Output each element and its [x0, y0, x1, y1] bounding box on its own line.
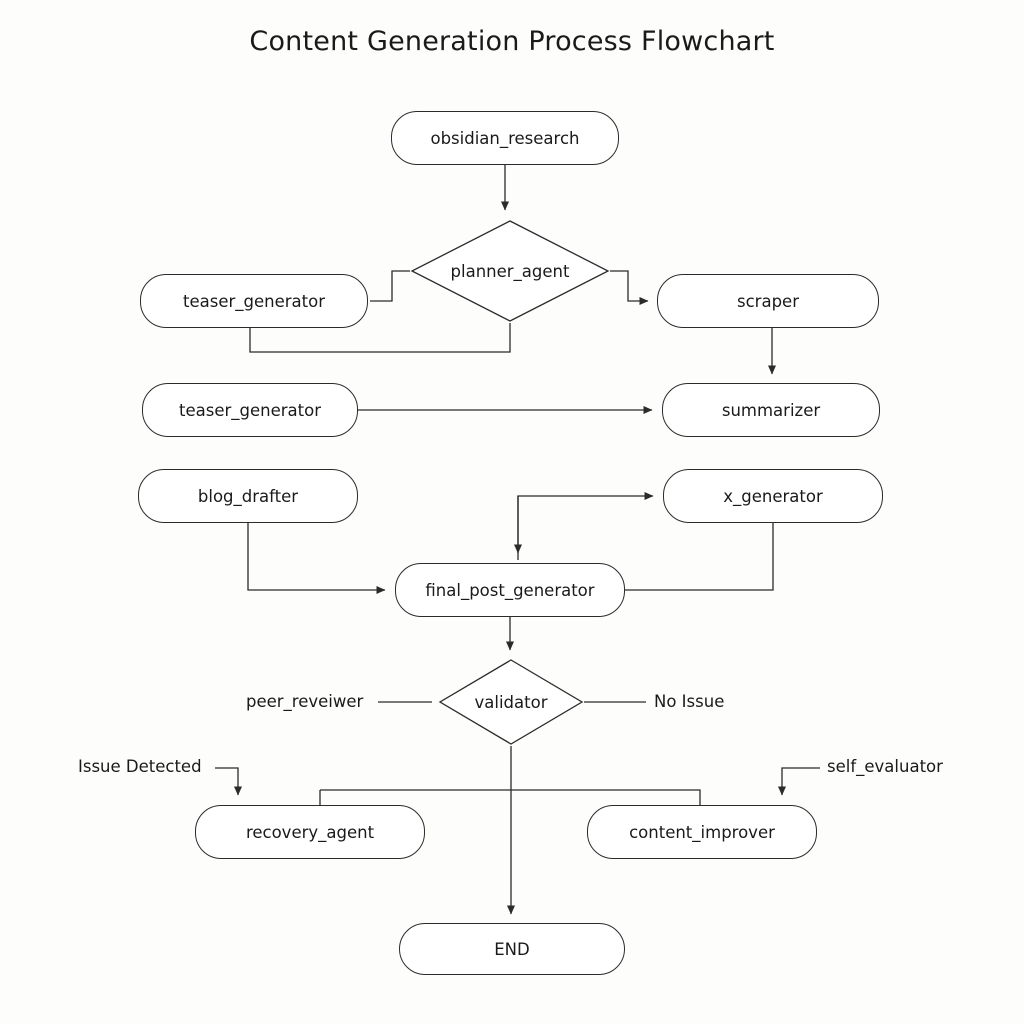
node-label: recovery_agent [245, 822, 375, 842]
node-scraper[interactable] [657, 274, 879, 328]
node-planner-agent[interactable] [410, 219, 610, 323]
node-end[interactable] [399, 923, 625, 975]
node-final-post-generator[interactable] [395, 563, 625, 617]
node-label: final_post_generator [425, 580, 595, 600]
edge-label-self-evaluator: self_evaluator [827, 757, 943, 776]
node-validator[interactable] [438, 658, 584, 746]
node-label: x_generator [723, 486, 823, 506]
node-label: summarizer [721, 400, 821, 420]
node-summarizer[interactable] [662, 383, 880, 437]
node-blog-drafter[interactable] [138, 469, 358, 523]
node-teaser-generator-2[interactable] [142, 383, 358, 437]
node-obsidian-research[interactable] [391, 111, 619, 165]
node-label: teaser_generator [179, 400, 321, 420]
node-label: obsidian_research [430, 128, 580, 148]
node-label: validator [474, 692, 548, 712]
node-label: blog_drafter [197, 486, 299, 506]
node-content-improver[interactable] [587, 805, 817, 859]
node-label: END [494, 939, 530, 959]
edge-label-issue-detected: Issue Detected [78, 757, 202, 776]
node-label: scraper [737, 291, 799, 311]
node-teaser-generator-1[interactable] [140, 274, 368, 328]
node-label: content_improver [629, 822, 775, 842]
node-label: planner_agent [450, 261, 570, 281]
edge-label-no-issue: No Issue [654, 692, 725, 711]
node-recovery-agent[interactable] [195, 805, 425, 859]
edge-label-peer-reviewer: peer_reveiwer [246, 692, 364, 711]
node-label: teaser_generator [183, 291, 325, 311]
page-title: Content Generation Process Flowchart [249, 26, 775, 57]
node-x-generator[interactable] [663, 469, 883, 523]
